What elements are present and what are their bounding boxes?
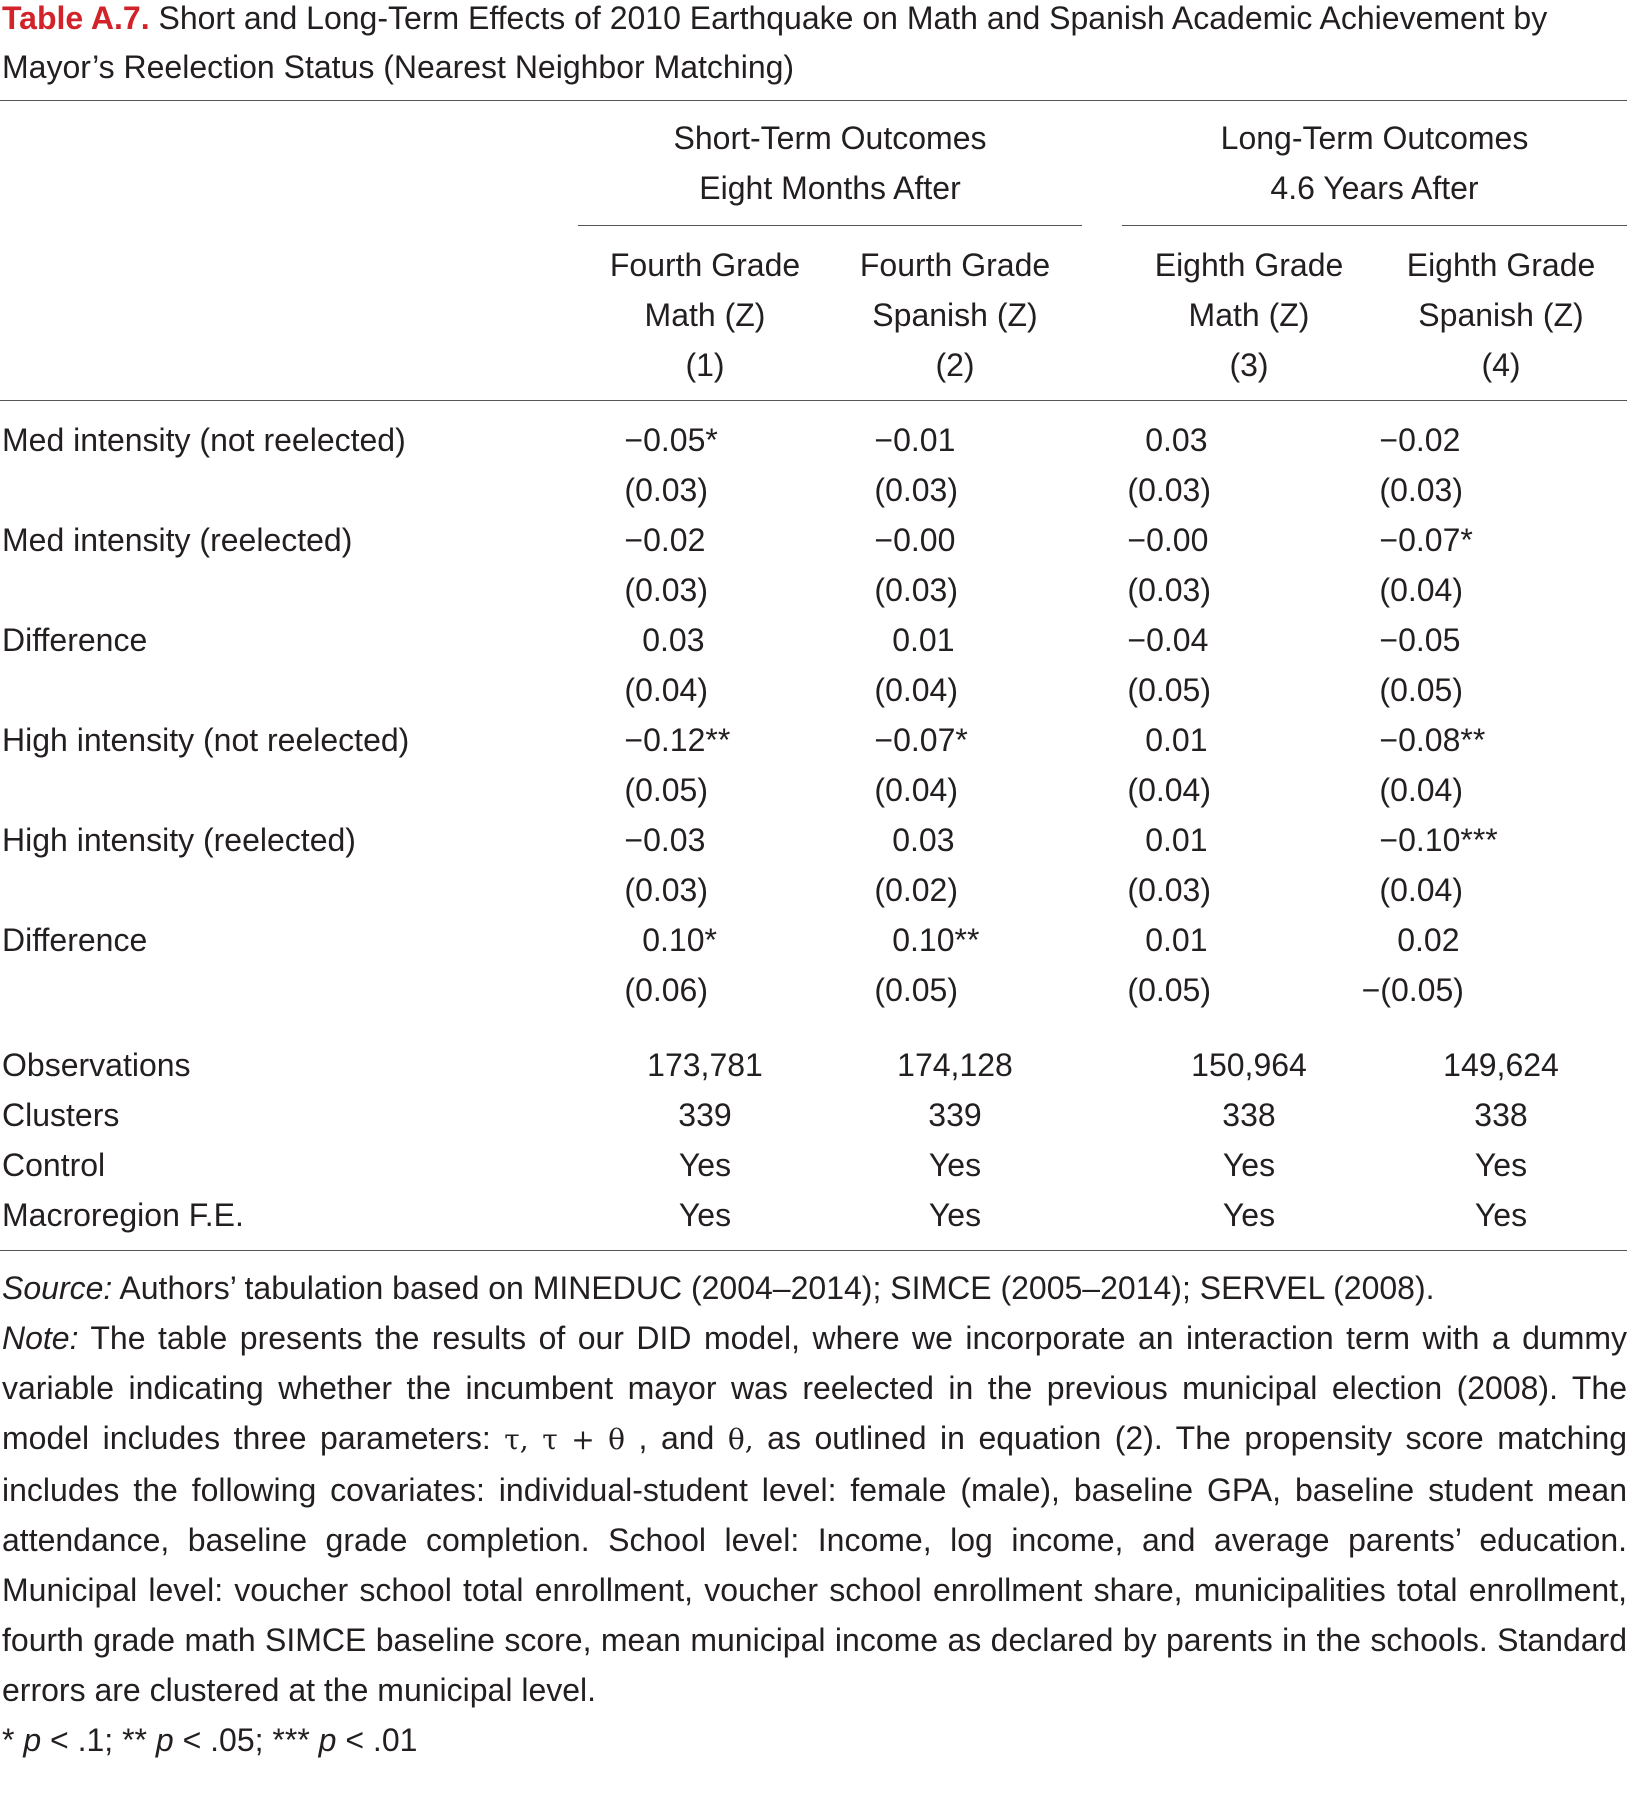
std-error-cell: (0.03) [1379, 472, 1464, 508]
group-header-long-line1: Long-Term Outcomes [1220, 120, 1529, 156]
top-rule [0, 100, 1627, 101]
group-underline-long [1122, 225, 1627, 226]
stat-cell: Yes [1474, 1147, 1528, 1183]
param-theta: θ, [727, 1423, 754, 1456]
row-label: High intensity (not reelected) [2, 722, 410, 758]
std-error-cell: (0.03) [1127, 472, 1212, 508]
std-error-cell: (0.03) [624, 472, 709, 508]
std-error-cell: (0.03) [1127, 572, 1212, 608]
coefficient-cell: 0.10** [892, 922, 980, 958]
std-error-cell: (0.05) [1127, 972, 1212, 1008]
coefficient-cell: −0.12** [624, 722, 731, 758]
coefficient-cell: 0.02 [1397, 922, 1460, 958]
column-header-1-line2: Math (Z) [644, 297, 766, 333]
coefficient-cell: 0.01 [1145, 822, 1208, 858]
coefficient-cell: −0.03 [624, 822, 706, 858]
std-error-cell: (0.04) [1379, 872, 1464, 908]
stat-cell: Yes [678, 1147, 732, 1183]
coefficient-cell: −0.00 [1127, 522, 1209, 558]
method-note [2, 1313, 1627, 1715]
std-error-cell: (0.04) [874, 772, 959, 808]
row-label: Difference [2, 622, 148, 658]
coefficient-cell: −0.08** [1379, 722, 1486, 758]
coefficient-cell: −0.07* [1379, 522, 1473, 558]
group-underline-short [578, 225, 1082, 226]
coefficient-cell: −0.05* [624, 422, 718, 458]
row-label: Med intensity (not reelected) [2, 422, 406, 458]
bottom-rule [0, 1250, 1627, 1251]
std-error-cell: (0.04) [624, 672, 709, 708]
coefficient-cell: 0.01 [892, 622, 955, 658]
coefficient-cell: −0.04 [1127, 622, 1209, 658]
std-error-cell: (0.05) [1127, 672, 1212, 708]
header-rule [0, 400, 1627, 401]
column-header-3-number: (3) [1229, 347, 1269, 383]
stat-cell: Yes [1222, 1197, 1276, 1233]
stat-label: Macroregion F.E. [2, 1197, 244, 1233]
std-error-cell: (0.02) [874, 872, 959, 908]
std-error-cell: (0.03) [1127, 872, 1212, 908]
table-caption [2, 0, 1602, 92]
coefficient-cell: 0.01 [1145, 922, 1208, 958]
std-error-cell: −(0.05) [1361, 972, 1464, 1008]
sig-val-3: < .01 [345, 1722, 418, 1758]
param-tau-theta: τ + θ [542, 1423, 626, 1456]
source-label: Source: [2, 1270, 113, 1306]
table-label: Table A.7. [2, 0, 150, 36]
std-error-cell: (0.04) [1127, 772, 1212, 808]
std-error-cell: (0.03) [624, 872, 709, 908]
std-error-cell: (0.03) [874, 572, 959, 608]
coefficient-cell: 0.01 [1145, 722, 1208, 758]
coefficient-cell: −0.05 [1379, 622, 1461, 658]
source-text: Authors’ tabulation based on MINEDUC (2004–2014); SIMCE (2005–2014); SERVEL (2008). [119, 1270, 1435, 1306]
std-error-cell: (0.05) [624, 772, 709, 808]
column-header-3-line2: Math (Z) [1188, 297, 1310, 333]
source-note [2, 1263, 1627, 1313]
stat-label: Control [2, 1147, 106, 1183]
std-error-cell: (0.04) [874, 672, 959, 708]
stat-cell: 338 [1474, 1097, 1528, 1133]
stat-cell: 150,964 [1191, 1047, 1307, 1083]
coefficient-cell: 0.03 [892, 822, 955, 858]
coefficient-cell: −0.10*** [1379, 822, 1498, 858]
std-error-cell: (0.03) [624, 572, 709, 608]
coefficient-cell: 0.03 [642, 622, 705, 658]
significance-note [2, 1715, 1627, 1765]
group-header-short-line1: Short-Term Outcomes [673, 120, 987, 156]
sig-p-3: p [318, 1722, 337, 1758]
std-error-cell: (0.05) [874, 972, 959, 1008]
group-header-long-line2: 4.6 Years After [1270, 170, 1479, 206]
std-error-cell: (0.04) [1379, 572, 1464, 608]
sig-star-2: ** [122, 1722, 147, 1758]
note-text-part3: as outlined in equation (2). The propensity score matching includes the following covariates: individual-student level: female (male), baseline GPA, baseline student mean attendance, baseline grade completion. School level: Income, log income, and average parents’ education. Municipal level: voucher school total enrollment, voucher school enrollment share, municipalities total enrollment, fourth grade math SIMCE baseline score, mean municipal income as declared by parents in the schools. Standard errors are clustered at the municipal level. [2, 1420, 1627, 1708]
stat-cell: 173,781 [647, 1047, 763, 1083]
param-tau: τ, [504, 1423, 529, 1456]
stat-label: Clusters [2, 1097, 120, 1133]
sig-star-3: *** [272, 1722, 310, 1758]
coefficient-cell: 0.10* [642, 922, 717, 958]
std-error-cell: (0.05) [1379, 672, 1464, 708]
row-label: Med intensity (reelected) [2, 522, 353, 558]
column-header-2-line1: Fourth Grade [859, 247, 1051, 283]
coefficient-cell: −0.07* [874, 722, 968, 758]
column-header-1-number: (1) [685, 347, 725, 383]
coefficient-cell: −0.02 [624, 522, 706, 558]
sig-val-1: < .1; [50, 1722, 114, 1758]
sig-star-1: * [2, 1722, 15, 1758]
stat-cell: 174,128 [897, 1047, 1013, 1083]
column-header-1-line1: Fourth Grade [609, 247, 801, 283]
stat-cell: Yes [1222, 1147, 1276, 1183]
column-header-4-line1: Eighth Grade [1406, 247, 1596, 283]
stat-cell: Yes [678, 1197, 732, 1233]
stat-cell: 339 [678, 1097, 732, 1133]
note-text-part2: , and [638, 1420, 715, 1456]
stat-cell: 338 [1222, 1097, 1276, 1133]
column-header-2-line2: Spanish (Z) [872, 297, 1038, 333]
stat-cell: Yes [928, 1197, 982, 1233]
column-header-4-line2: Spanish (Z) [1418, 297, 1584, 333]
std-error-cell: (0.06) [624, 972, 709, 1008]
note-label: Note: [2, 1320, 79, 1356]
stat-cell: 339 [928, 1097, 982, 1133]
row-label: High intensity (reelected) [2, 822, 356, 858]
stat-cell: Yes [1474, 1197, 1528, 1233]
group-header-short-line2: Eight Months After [699, 170, 961, 206]
coefficient-cell: 0.03 [1145, 422, 1208, 458]
row-label: Difference [2, 922, 148, 958]
table-notes [2, 1263, 1627, 1765]
std-error-cell: (0.04) [1379, 772, 1464, 808]
std-error-cell: (0.03) [874, 472, 959, 508]
stat-cell: 149,624 [1443, 1047, 1559, 1083]
table-title: Short and Long-Term Effects of 2010 Earthquake on Math and Spanish Academic Achievement by Mayor’s Reelection Status (Nearest Neighbor Matching) [2, 0, 1548, 85]
column-header-3-line1: Eighth Grade [1154, 247, 1344, 283]
note-text-part1: The table presents the results of our DID model, where we incorporate an interaction term with a dummy variable indicating whether the incumbent mayor was reelected in the previous municipal election (2008). The model includes three parameters: [2, 1320, 1627, 1456]
stat-label: Observations [2, 1047, 191, 1083]
stat-cell: Yes [928, 1147, 982, 1183]
column-header-4-number: (4) [1481, 347, 1521, 383]
coefficient-cell: −0.01 [874, 422, 956, 458]
coefficient-cell: −0.02 [1379, 422, 1461, 458]
coefficient-cell: −0.00 [874, 522, 956, 558]
column-header-2-number: (2) [935, 347, 975, 383]
sig-val-2: < .05; [182, 1722, 264, 1758]
sig-p-1: p [23, 1722, 42, 1758]
sig-p-2: p [155, 1722, 174, 1758]
